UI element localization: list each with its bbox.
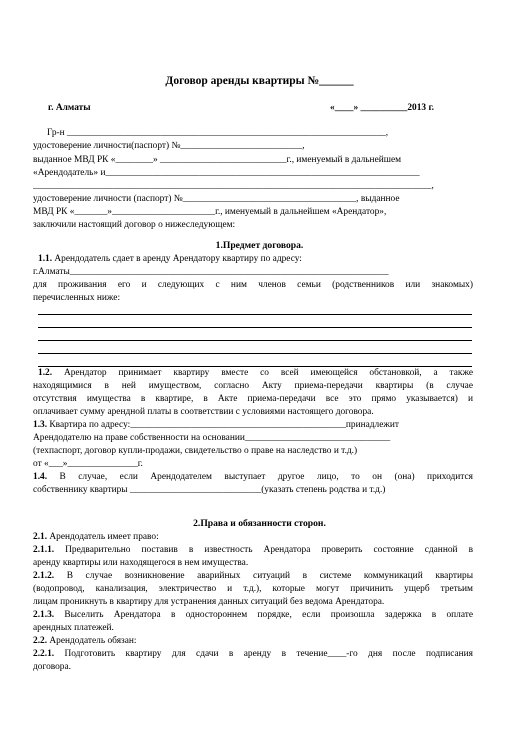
clause-1-1-line3: для проживания его и следующих с ним членов семьи (родственников или знакомых) bbox=[33, 280, 473, 290]
clause-2-2 bbox=[33, 636, 473, 647]
clause-1-2-line4: оплачивает сумму арендной платы в соответствии с условиями настоящего договора. bbox=[33, 407, 374, 417]
contract-title: Договор аренды квартиры №______ bbox=[165, 75, 354, 87]
clause-2-1-3-line1 bbox=[33, 610, 473, 621]
party2-name-line: _____________________________________________________________________________________, bbox=[33, 181, 434, 191]
clause-number: 2.1.1. bbox=[33, 545, 55, 555]
blank-line bbox=[38, 314, 472, 315]
clause-number: 1.4. bbox=[33, 472, 48, 482]
clause-text: Подготовить квартиру для сдачи в аренду в течение____-го дня после подписания bbox=[54, 649, 473, 659]
clause-1-2-line3: отсутствия имущества в квартире, в Акте приема-передачи все это прямо указывается) и bbox=[33, 394, 473, 404]
party1-role-line: «Арендодатель» и___________________________________________________________________ bbox=[33, 168, 420, 178]
clause-number: 1.3. bbox=[33, 420, 48, 430]
clause-2-1-2-line1 bbox=[33, 571, 473, 582]
contract-city: г. Алматы bbox=[48, 103, 91, 113]
clause-number: 1.2. bbox=[38, 368, 53, 378]
clause-2-1-2-line3: лицам проникнуть в квартиру для устранения данных ситуаций без ведома Арендатора. bbox=[33, 597, 385, 607]
section1-heading: 1.Предмет договора. bbox=[215, 240, 304, 251]
party1-issued-line: выданное МВД РК «________» ___________________________г., именуемый в дальнейшем bbox=[33, 155, 402, 165]
clause-number: 2.2.1. bbox=[33, 649, 55, 659]
clause-text: В случае, если Арендодателем выступает другое лицо, то он (она) приходится bbox=[47, 472, 473, 482]
blank-line bbox=[38, 327, 472, 328]
clause-1-2-line1 bbox=[38, 368, 473, 379]
clause-text: Арендатор принимает квартиру вместе со всей имеющейся обстановкой, а также bbox=[52, 368, 473, 378]
clause-text: Арендодатель обязан: bbox=[47, 636, 137, 646]
clause-1-3-line1 bbox=[33, 420, 473, 431]
agreement-intro: заключили настоящий договор о нижеследующем: bbox=[33, 220, 236, 230]
clause-2-1-1-line2: аренду квартиры или находящегося в нем имущества. bbox=[33, 558, 249, 568]
clause-1-2-line2: находящимися в ней имуществом, согласно Акту приема-передачи квартиры (в случае bbox=[33, 381, 473, 391]
blank-line bbox=[38, 366, 472, 367]
contract-date: «____» __________2013 г. bbox=[330, 103, 434, 113]
clause-number: 2.1.2. bbox=[33, 571, 55, 581]
clause-2-2-1-line2: договора. bbox=[33, 662, 71, 672]
clause-2-1-1-line1 bbox=[33, 545, 473, 556]
clause-number: 2.2. bbox=[33, 636, 48, 646]
clause-1-3-line2: Арендодателю на праве собственности на основании_______________________________ bbox=[33, 433, 391, 443]
clause-text: Арендодатель имеет право: bbox=[47, 532, 159, 542]
clause-2-1 bbox=[33, 532, 473, 543]
clause-number: 2.1.3. bbox=[33, 610, 55, 620]
party2-passport-line: удостоверение личности (паспорт) №_____________________________________, выданное bbox=[33, 194, 400, 204]
clause-text: Квартира по адресу:______________________________________________принадлежит bbox=[47, 420, 399, 430]
clause-text: Выселить Арендатора в одностороннем порядке, если произошла задержка в оплате bbox=[54, 610, 473, 620]
party2-issued-line: МВД РК «_______»______________________г., именуемый в дальнейшем «Арендатор», bbox=[33, 207, 387, 217]
party1-passport-line: удостоверение личности(паспорт) №__________________________, bbox=[33, 141, 305, 151]
clause-2-1-3-line2: арендных платежей. bbox=[33, 623, 114, 633]
clause-1-3-line4: от «___»_______________г. bbox=[33, 459, 143, 469]
clause-1-3-line3: (техпаспорт, договор купли-продажи, свидетельство о праве на наследство и т.д.) bbox=[33, 446, 358, 456]
clause-1-1-line1 bbox=[38, 254, 473, 265]
clause-text: В случае возникновение аварийных ситуаций в системе коммуникаций квартиры bbox=[54, 571, 473, 581]
section2-heading: 2.Права и обязанности сторон. bbox=[193, 518, 326, 529]
clause-1-1-line2: г.Алматы____________________________________________________________________ bbox=[33, 267, 389, 277]
clause-text: Предварительно поставив в известность Арендатора проверить состояние сданной в bbox=[54, 545, 473, 555]
clause-text: Арендодатель сдает в аренду Арендатору квартиру по адресу: bbox=[52, 254, 302, 264]
blank-line bbox=[38, 353, 472, 354]
party1-name-line: Гр-н ____________________________________________________________________, bbox=[47, 128, 389, 138]
clause-number: 2.1. bbox=[33, 532, 48, 542]
clause-2-1-2-line2: (водопровод, канализация, электричество и т.д.), которые могут причинить ущерб третьим bbox=[33, 584, 473, 594]
clause-1-1-line4: перечисленных ниже: bbox=[33, 293, 121, 303]
clause-1-4-line2: собственнику квартиры ____________________________(указать степень родства и т.д.) bbox=[33, 485, 386, 495]
clause-2-2-1-line1 bbox=[33, 649, 473, 660]
clause-1-4-line1 bbox=[33, 472, 473, 483]
clause-number: 1.1. bbox=[38, 254, 53, 264]
blank-line bbox=[38, 340, 472, 341]
